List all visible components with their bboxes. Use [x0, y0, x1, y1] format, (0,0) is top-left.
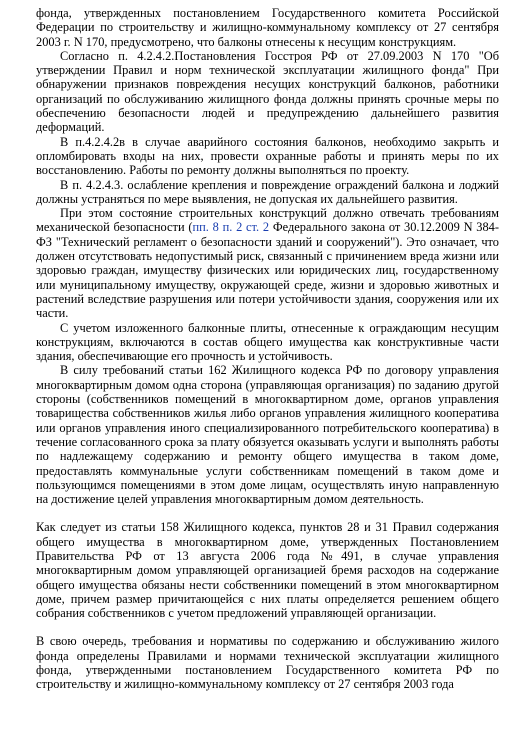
- paragraph-1: фонда, утвержденных постановлением Государственного комитета Российской Федерации по строительству и жилищно-коммунальному комплексу от 27 сентября 2003 г. N 170, предусмотрено, что балконы отнесены к несущим конструкциям.: [36, 6, 499, 49]
- paragraph-5: [36, 206, 499, 320]
- paragraph-spacer: [36, 506, 499, 520]
- paragraph-6: С учетом изложенного балконные плиты, отнесенные к ограждающим несущим конструкциям, включаются в состав общего имущества как конструктивные части здания, обеспечивающие его прочность и устойчивость.: [36, 320, 499, 364]
- paragraph-2: Согласно п. 4.2.4.2.Постановления Госстроя РФ от 27.09.2003 N 170 "Об утверждении Правил и норм технической эксплуатации жилищного фонда" При обнаружении признаков повреждения несущих конструкций балконов, работники организаций по обслуживанию жилищного фонда должны принять срочные меры по обеспечению безопасности людей и предупреждению дальнейшего развития деформаций.: [36, 48, 499, 135]
- paragraph-5-text-start: При этом состояние строительных конструкций должно отвечать требованиям механической безопасности (: [36, 206, 499, 235]
- paragraph-spacer: [36, 620, 499, 634]
- paragraph-3: В п.4.2.4.2в в случае аварийного состояния балконов, необходимо закрыть и опломбировать входы на них, провести охранные работы и принять меры по их восстановлению. Работы по ремонту должны выполняться по проекту.: [36, 134, 499, 178]
- paragraph-9: В свою очередь, требования и нормативы по содержанию и обслуживанию жилого фонда определены Правилами и нормами технической эксплуатации жилищного фонда, утвержденными постановлением Государственного комитета РФ по строительству и жилищно-коммунальному комплексу от 27 сентября 2003 года: [36, 634, 499, 692]
- law-reference-link[interactable]: пп. 8 п. 2 ст. 2: [192, 220, 270, 235]
- paragraph-7: В силу требований статьи 162 Жилищного кодекса РФ по договору управления многоквартирным домом одна сторона (управляющая организация) по заданию другой стороны (собственников помещений в многоквартирном доме, органов управления товарищества собственников жилья либо органов управления жилищного кооператива или органов управления иного специализированного потребительского кооператива) в течение согласованного срока за плату обязуется оказывать услуги и выполнять работы по надлежащему содержанию и ремонту общего имущества в таком доме, предоставлять коммунальные услуги собственникам помещений в таком доме и пользующимся помещениями в этом доме лицам, осуществлять иную направленную на достижение целей управления многоквартирным домом деятельность.: [36, 363, 499, 507]
- paragraph-4: В п. 4.2.4.3. ослабление крепления и повреждение ограждений балкона и лоджий должны устраняться по мере выявления, не допуская их дальнейшего развития.: [36, 177, 499, 206]
- paragraph-5-text-end: Федерального закона от 30.12.2009 N 384-ФЗ "Технический регламент о безопасности зданий и сооружений"). Это означает, что должен отсутствовать недопустимый риск, связанный с причинением вреда жизни или здоровью граждан, имуществу физических или юридических лиц, государственному или муниципальному имуществу, окружающей среде, жизни и здоровью животных и растений вследствие разрушения или потери устойчивости здания, сооружения или их части.: [36, 220, 499, 321]
- paragraph-8: Как следует из статьи 158 Жилищного кодекса, пунктов 28 и 31 Правил содержания общего имущества в многоквартирном доме, утвержденных Постановлением Правительства РФ от 13 августа 2006 года №491, в случае управления многоквартирным домом управляющей организацией бремя расходов на содержание общего имущества обязаны нести собственники помещений в этом многоквартирном доме, причем размер причитающейся с них платы определяется решением общего собрания собственников с учетом предложений управляющей организации.: [36, 520, 499, 621]
